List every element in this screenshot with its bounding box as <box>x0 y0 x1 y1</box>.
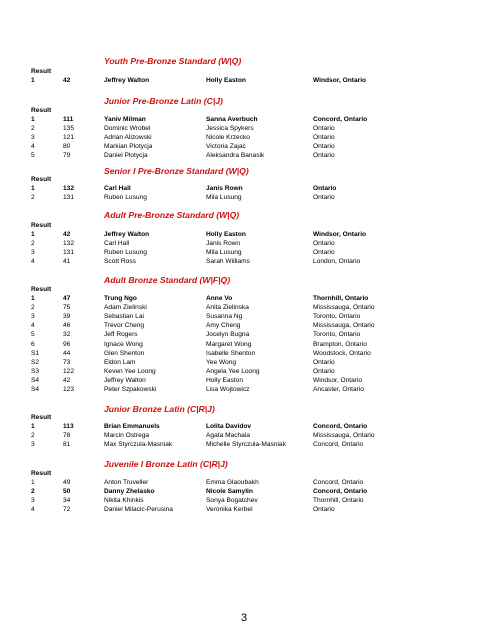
couple-number: 42 <box>63 376 71 384</box>
couple-number: 80 <box>63 143 71 151</box>
follow-dancer: Lisa Wojtowicz <box>206 386 250 393</box>
placement: 2 <box>31 240 35 248</box>
location: Ontario <box>313 134 335 142</box>
location: Mississauga, Ontario <box>313 432 375 440</box>
couple-number: 78 <box>63 432 71 440</box>
location: Ontario <box>313 358 335 366</box>
placement: 4 <box>31 258 35 266</box>
couple-number: 131 <box>63 194 75 202</box>
result-row <box>0 240 495 249</box>
result-column-label: Result <box>31 414 52 421</box>
result-column-label: Result <box>31 68 52 75</box>
lead-dancer: Ruben Lusung <box>104 249 147 257</box>
placement: 2 <box>31 194 35 202</box>
placement: 3 <box>31 134 35 142</box>
location: Ontario <box>313 240 335 248</box>
placement: 1 <box>31 185 35 192</box>
follow-dancer: Amy Cheng <box>206 322 241 330</box>
follow-dancer: Mila Lusung <box>206 249 242 257</box>
event-title: Adult Bronze Standard (W|F|Q) <box>104 275 231 285</box>
follow-dancer: Angela Yee Loong <box>206 367 260 375</box>
lead-dancer: Keven Yee Loong <box>104 367 156 375</box>
placement: S4 <box>31 376 40 384</box>
follow-dancer: Janis Rown <box>206 185 243 192</box>
follow-dancer: Jocelyn Bugna <box>206 331 250 339</box>
couple-number: 81 <box>63 441 71 449</box>
location: Windsor, Ontario <box>313 77 367 84</box>
result-row <box>0 249 495 258</box>
follow-dancer: Sonya Bogatchev <box>206 497 258 505</box>
placement: 5 <box>31 331 35 339</box>
follow-dancer: Lolita Davidov <box>206 423 252 430</box>
result-row <box>0 152 495 161</box>
follow-dancer: Sanna Averbuch <box>206 116 258 123</box>
placement: 2 <box>31 432 35 440</box>
location: Windsor, Ontario <box>313 231 367 238</box>
couple-number: 131 <box>63 249 75 257</box>
lead-dancer: Markian Plotycja <box>104 143 153 151</box>
follow-dancer: Holly Easton <box>206 231 246 238</box>
event-title: Senior I Pre-Bronze Standard (W|Q) <box>104 166 249 176</box>
lead-dancer: Peter Szpakowski <box>104 386 157 393</box>
lead-dancer: Daniel Milacic-Perusina <box>104 506 173 514</box>
result-row <box>0 432 495 441</box>
result-column-label: Result <box>31 222 52 229</box>
follow-dancer: Holly Easton <box>206 376 244 384</box>
couple-number: 122 <box>63 367 75 375</box>
location: Ontario <box>313 152 335 160</box>
result-row <box>0 304 495 313</box>
event-title: Junior Pre-Bronze Latin (C|J) <box>104 96 223 106</box>
couple-number: 32 <box>63 331 71 339</box>
couple-number: 42 <box>63 77 71 84</box>
lead-dancer: Trung Ngo <box>104 295 137 302</box>
placement: 1 <box>31 116 35 123</box>
event-title: Juvenile I Bronze Latin (C|R|J) <box>104 459 228 469</box>
lead-dancer: Max Styrczula-Masniak <box>104 441 173 449</box>
couple-number: 132 <box>63 185 75 192</box>
location: Concord, Ontario <box>313 423 368 430</box>
lead-dancer: Glen Shenton <box>104 349 145 357</box>
follow-dancer: Aleksandra Banasik <box>206 152 265 160</box>
placement: 1 <box>31 479 35 486</box>
result-row <box>0 77 495 86</box>
couple-number: 47 <box>63 295 71 302</box>
placement: S3 <box>31 367 40 375</box>
result-row <box>0 506 495 515</box>
result-row <box>0 341 495 350</box>
result-row <box>0 479 495 488</box>
follow-dancer: Agata Machala <box>206 432 250 440</box>
couple-number: 75 <box>63 304 71 312</box>
result-row <box>0 143 495 152</box>
placement: 1 <box>31 231 35 238</box>
result-column-label: Result <box>31 470 52 477</box>
couple-number: 73 <box>63 358 71 366</box>
result-row <box>0 497 495 506</box>
couple-number: 41 <box>63 258 71 266</box>
location: Ontario <box>313 367 335 375</box>
event-title: Junior Bronze Latin (C|R|J) <box>104 404 215 414</box>
follow-dancer: Emma Glaoubakh <box>206 479 259 486</box>
lead-dancer: Jeffrey Walton <box>104 376 146 384</box>
couple-number: 132 <box>63 240 75 248</box>
location: Ontario <box>313 185 337 192</box>
follow-dancer: Jessica Spykers <box>206 125 254 133</box>
result-column-label: Result <box>31 286 52 293</box>
placement: 1 <box>31 423 35 430</box>
lead-dancer: Ignace Wong <box>104 340 143 348</box>
lead-dancer: Yaniv Milman <box>104 116 146 123</box>
result-row <box>0 194 495 203</box>
lead-dancer: Jeffrey Walton <box>104 77 150 84</box>
lead-dancer: Marcin Ostrega <box>104 432 150 440</box>
placement: S1 <box>31 349 40 357</box>
location: Ontario <box>313 125 335 133</box>
couple-number: 113 <box>63 423 74 430</box>
couple-number: 34 <box>63 497 71 505</box>
lead-dancer: Danny Zhelasko <box>104 488 155 496</box>
lead-dancer: Trevor Cheng <box>104 322 145 330</box>
couple-number: 135 <box>63 125 75 133</box>
lead-dancer: Eldon Lam <box>104 358 136 366</box>
location: Concord, Ontario <box>313 116 368 123</box>
result-row <box>0 368 495 377</box>
couple-number: 111 <box>63 116 74 123</box>
location: London, Ontario <box>313 258 361 266</box>
location: Toronto, Ontario <box>313 313 361 321</box>
result-row <box>0 231 495 240</box>
result-column-label: Result <box>31 107 52 114</box>
follow-dancer: Anne Vo <box>206 295 233 302</box>
location: Ontario <box>313 143 335 151</box>
couple-number: 44 <box>63 349 71 357</box>
lead-dancer: Jeffrey Walton <box>104 231 150 238</box>
follow-dancer: Janis Rown <box>206 240 241 248</box>
follow-dancer: Yee Wong <box>206 358 237 366</box>
placement: 3 <box>31 441 35 449</box>
result-row <box>0 350 495 359</box>
lead-dancer: Nikita Khinkis <box>104 497 144 505</box>
placement: 3 <box>31 497 35 505</box>
placement: 4 <box>31 506 35 514</box>
couple-number: 46 <box>63 322 71 330</box>
location: Brampton, Ontario <box>313 340 367 348</box>
result-row <box>0 441 495 450</box>
result-row <box>0 258 495 267</box>
placement: 3 <box>31 249 35 257</box>
lead-dancer: Adam Zielinski <box>104 304 147 312</box>
placement: 4 <box>31 322 35 330</box>
follow-dancer: Sarah Williams <box>206 258 250 266</box>
location: Ontario <box>313 194 335 202</box>
location: Ontario <box>313 249 335 257</box>
follow-dancer: Nicole Krzecko <box>206 134 250 142</box>
follow-dancer: Veronika Kerbel <box>206 506 253 514</box>
result-row <box>0 331 495 340</box>
location: Ancaster, Ontario <box>313 386 364 393</box>
location: Thornhill, Ontario <box>313 295 369 302</box>
location: Mississauga, Ontario <box>313 322 375 330</box>
result-row <box>0 295 495 304</box>
result-column-label: Result <box>31 176 52 183</box>
location: Ontario <box>313 506 335 514</box>
result-row <box>0 359 495 368</box>
lead-dancer: Jeff Rogers <box>104 331 138 339</box>
lead-dancer: Adrian Alizowski <box>104 134 152 142</box>
lead-dancer: Brian Emmanuels <box>104 423 160 430</box>
result-row <box>0 377 495 386</box>
result-row <box>0 185 495 194</box>
placement: 4 <box>31 143 35 151</box>
placement: 2 <box>31 304 35 312</box>
placement: 5 <box>31 152 35 160</box>
lead-dancer: Sebastian Lai <box>104 313 144 321</box>
location: Concord, Ontario <box>313 479 364 486</box>
result-row <box>0 125 495 134</box>
result-row <box>0 313 495 322</box>
event-title: Youth Pre-Bronze Standard (W|Q) <box>104 56 242 66</box>
placement: S4 <box>31 386 40 393</box>
lead-dancer: Dominic Wrobel <box>104 125 151 133</box>
result-row <box>0 322 495 331</box>
follow-dancer: Holly Easton <box>206 77 246 84</box>
couple-number: 79 <box>63 152 71 160</box>
follow-dancer: Isabelle Shenton <box>206 349 256 357</box>
placement: 3 <box>31 313 35 321</box>
follow-dancer: Michelle Styrczula-Masniak <box>206 441 286 449</box>
lead-dancer: Ruben Lusung <box>104 194 147 202</box>
couple-number: 96 <box>63 340 71 348</box>
follow-dancer: Susanna Ng <box>206 313 243 321</box>
location: Windsor, Ontario <box>313 376 363 384</box>
placement: 2 <box>31 488 35 496</box>
page-number: 3 <box>241 612 248 624</box>
placement: 2 <box>31 125 35 133</box>
couple-number: 123 <box>63 386 75 393</box>
lead-dancer: Carl Hall <box>104 185 131 192</box>
follow-dancer: Mila Lusung <box>206 194 242 202</box>
placement: 1 <box>31 295 35 302</box>
event-title: Adult Pre-Bronze Standard (W|Q) <box>104 210 240 220</box>
couple-number: 39 <box>63 313 71 321</box>
follow-dancer: Anita Zielinska <box>206 304 249 312</box>
location: Mississauga, Ontario <box>313 304 375 312</box>
result-row <box>0 488 495 497</box>
result-row <box>0 386 495 395</box>
placement: 6 <box>31 340 35 348</box>
lead-dancer: Carl Hall <box>104 240 130 248</box>
follow-dancer: Victoria Zajac <box>206 143 246 151</box>
lead-dancer: Anton Truveller <box>104 479 149 486</box>
location: Toronto, Ontario <box>313 331 361 339</box>
lead-dancer: Daniel Plotycja <box>104 152 148 160</box>
location: Concord, Ontario <box>313 488 368 496</box>
location: Concord, Ontario <box>313 441 364 449</box>
placement: S2 <box>31 358 40 366</box>
couple-number: 72 <box>63 506 71 514</box>
lead-dancer: Scott Ross <box>104 258 136 266</box>
couple-number: 121 <box>63 134 75 142</box>
result-row <box>0 116 495 125</box>
result-row <box>0 134 495 143</box>
result-row <box>0 423 495 432</box>
location: Thornhill, Ontario <box>313 497 364 505</box>
follow-dancer: Margaret Wong <box>206 340 252 348</box>
follow-dancer: Nicole Samylin <box>206 488 253 496</box>
placement: 1 <box>31 77 35 84</box>
couple-number: 50 <box>63 488 71 496</box>
location: Woodstock, Ontario <box>313 349 371 357</box>
couple-number: 42 <box>63 231 71 238</box>
couple-number: 49 <box>63 479 71 486</box>
